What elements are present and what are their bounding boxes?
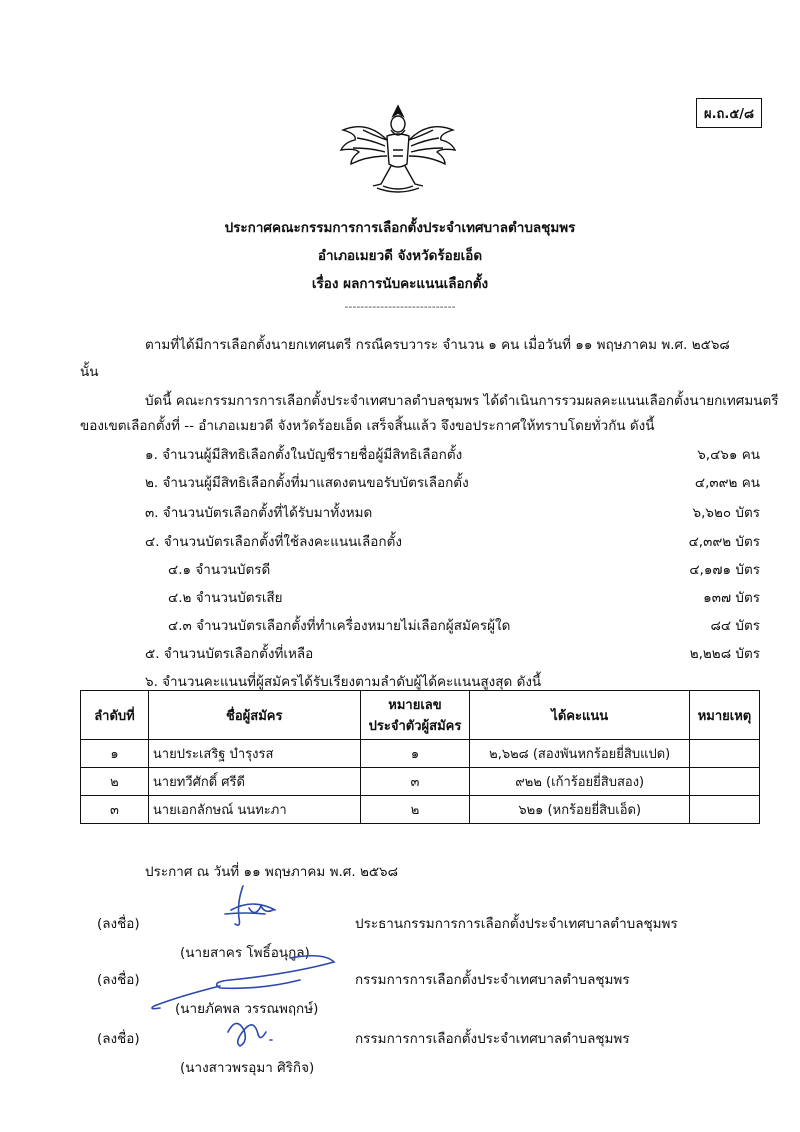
cell-votes: ๖๒๑ (หกร้อยยี่สิบเอ็ด) — [470, 796, 690, 824]
stat-row — [145, 530, 760, 552]
stat-row — [145, 642, 760, 664]
stat-row — [168, 586, 760, 608]
stat-value: ๔,๑๗๑ บัตร — [689, 562, 760, 578]
stat-label: ๔.๑ จำนวนบัตรดี — [168, 562, 271, 578]
results-table — [80, 690, 760, 824]
stat-label: ๔.๒ จำนวนบัตรเสีย — [168, 590, 283, 606]
stat-label: ๒. จำนวนผู้มีสิทธิเลือกตั้งที่มาแสดงตนขอรับบัตรเลือกตั้ง — [145, 475, 469, 491]
stat-value: ๘๔ บัตร — [710, 618, 760, 634]
intro-paragraph-2: บัดนี้ คณะกรรมการการเลือกตั้งประจำเทศบาลตำบลชุมพร ได้ดำเนินการรวมผลคะแนนเลือกตั้งนายกเทศมนตรี — [145, 393, 779, 409]
stat-label: ๕. จำนวนบัตรเลือกตั้งที่เหลือ — [145, 646, 314, 662]
cell-rank: ๒ — [81, 768, 149, 796]
stat-value: ๑๓๗ บัตร — [703, 590, 760, 606]
cell-votes: ๙๒๒ (เก้าร้อยยี่สิบสอง) — [470, 768, 690, 796]
header-note: หมายเหตุ — [689, 691, 759, 740]
header-votes: ได้คะแนน — [470, 691, 690, 740]
stat-row — [168, 558, 760, 580]
stat-value: ๒,๒๒๘ บัตร — [689, 646, 760, 662]
cell-number: ๓ — [360, 768, 470, 796]
header-title: เรื่อง ผลการนับคะแนนเลือกตั้ง — [311, 276, 489, 292]
table-row — [81, 768, 760, 796]
signer-name: (นางสาวพรอุมา ศิริกิจ) — [180, 1060, 315, 1076]
signer-position: กรรมการการเลือกตั้งประจำเทศบาลตำบลชุมพร — [355, 972, 630, 988]
stat-label: ๔.๓ จำนวนบัตรเลือกตั้งที่ทำเครื่องหมายไม่เลือกผู้สมัครผู้ใด — [168, 618, 511, 634]
sign-label: (ลงชื่อ) — [97, 972, 140, 988]
sign-label: (ลงชื่อ) — [97, 916, 140, 932]
header-number-line-1: หมายเลข — [388, 698, 442, 713]
cell-note — [689, 796, 759, 824]
cell-name: นายทวีศักดิ์ ศรีดี — [148, 768, 360, 796]
stat-row — [168, 614, 760, 636]
header-number — [360, 691, 470, 740]
form-code-box — [696, 98, 762, 128]
cell-number: ๑ — [360, 740, 470, 768]
header-name: ชื่อผู้สมัคร — [148, 691, 360, 740]
table-row — [81, 740, 760, 768]
cell-rank: ๓ — [81, 796, 149, 824]
table-row — [81, 796, 760, 824]
cell-name: นายเอกลักษณ์ นนทะภา — [148, 796, 360, 824]
header-rank: ลำดับที่ — [81, 691, 149, 740]
signature-image — [205, 884, 295, 932]
stat-value: ๔,๓๙๒ คน — [694, 475, 760, 491]
stat-label: ๓. จำนวนบัตรเลือกตั้งที่ได้รับมาทั้งหมด — [145, 505, 373, 521]
stat-label: ๔. จำนวนบัตรเลือกตั้งที่ใช้ลงคะแนนเลือกตั้ง — [145, 534, 402, 550]
intro-paragraph-2-cont: ของเขตเลือกตั้งที่ -- อำเภอเมยวดี จังหวัดร้อยเอ็ด เสร็จสิ้นแล้ว จึงขอประกาศให้ทราบโดยทั่วกัน ดังนี้ — [80, 418, 655, 434]
stat-row — [145, 443, 760, 465]
cell-rank: ๑ — [81, 740, 149, 768]
header-line-1: ประกาศคณะกรรมการการเลือกตั้งประจำเทศบาลตำบลชุมพร — [224, 220, 576, 236]
header-divider: ---------------------------- — [344, 300, 456, 313]
header-line-2: อำเภอเมยวดี จังหวัดร้อยเอ็ด — [317, 248, 483, 264]
sign-label: (ลงชื่อ) — [97, 1031, 140, 1047]
cell-name: นายประเสริฐ บำรุงรส — [148, 740, 360, 768]
item-6-label: ๖. จำนวนคะแนนที่ผู้สมัครได้รับเรียงตามลำดับผู้ได้คะแนนสูงสุด ดังนี้ — [145, 674, 542, 690]
intro-paragraph-1-cont: นั้น — [80, 364, 99, 380]
signer-name: (นายภัคพล วรรณพฤกษ์) — [175, 1001, 319, 1017]
signature-image — [222, 1012, 282, 1052]
announcement-date: ประกาศ ณ วันที่ ๑๑ พฤษภาคม พ.ศ. ๒๕๖๘ — [145, 864, 399, 880]
table-header-row — [81, 691, 760, 740]
stat-row — [145, 501, 760, 523]
garuda-emblem-icon — [337, 100, 459, 200]
signer-position: กรรมการการเลือกตั้งประจำเทศบาลตำบลชุมพร — [355, 1031, 630, 1047]
form-code: ผ.ถ.๕/๘ — [704, 106, 754, 122]
signer-position: ประธานกรรมการการเลือกตั้งประจำเทศบาลตำบลชุมพร — [355, 916, 678, 932]
stat-row — [145, 471, 760, 493]
cell-votes: ๒,๖๒๘ (สองพันหกร้อยยี่สิบแปด) — [470, 740, 690, 768]
stat-label: ๑. จำนวนผู้มีสิทธิเลือกตั้งในบัญชีรายชื่อผู้มีสิทธิเลือกตั้ง — [145, 447, 463, 463]
stat-value: ๖,๔๖๑ คน — [697, 447, 760, 463]
stat-value: ๔,๓๙๒ บัตร — [688, 534, 760, 550]
cell-note — [689, 740, 759, 768]
intro-paragraph-1: ตามที่ได้มีการเลือกตั้งนายกเทศนตรี กรณีครบวาระ จำนวน ๑ คน เมื่อวันที่ ๑๑ พฤษภาคม พ.ศ. ๒๕๖๘ — [145, 337, 730, 353]
cell-number: ๒ — [360, 796, 470, 824]
signer-name: (นายสาคร โพธิ์อนุกูล) — [180, 945, 310, 961]
cell-note — [689, 768, 759, 796]
header-number-line-2: ประจำตัวผู้สมัคร — [368, 719, 462, 734]
stat-value: ๖,๖๒๐ บัตร — [692, 505, 760, 521]
